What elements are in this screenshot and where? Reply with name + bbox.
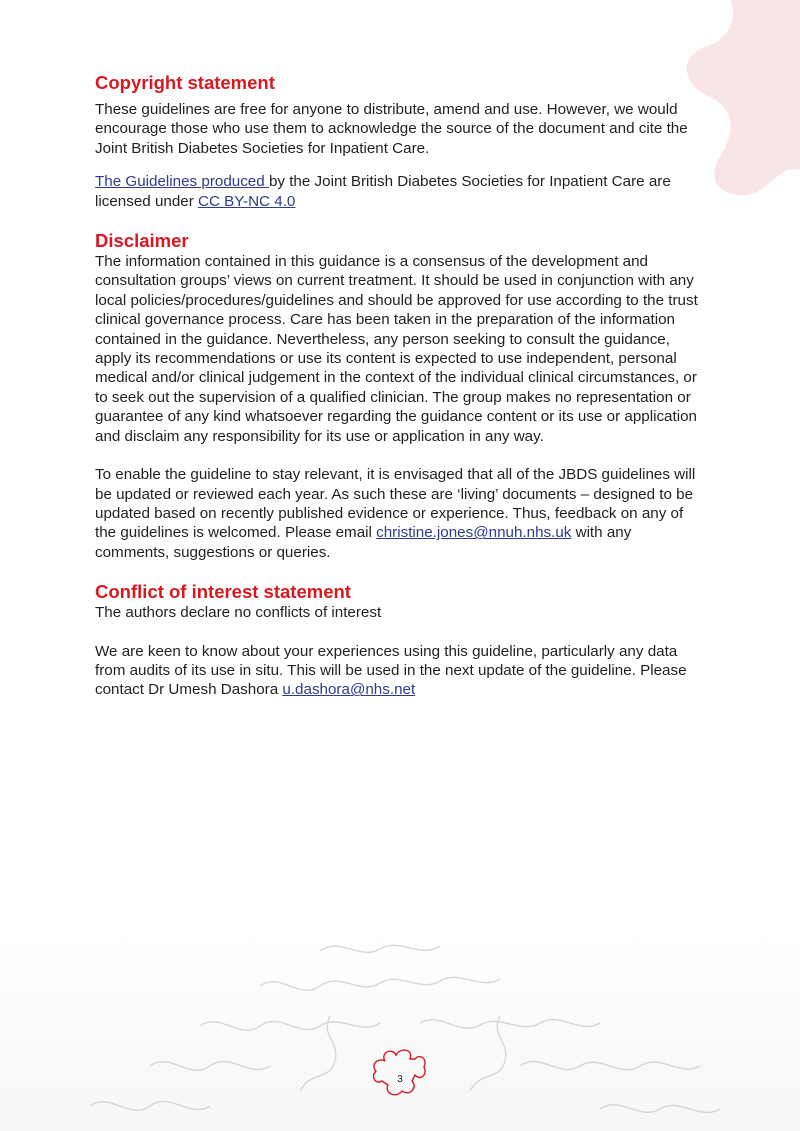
disclaimer-paragraph-2 [95, 465, 707, 562]
conflict-heading: Conflict of interest statement [95, 581, 351, 603]
copyright-body: These guidelines are free for anyone to distribute, amend and use. However, we would encourage those who use them to acknowledge the source of the document and cite the Joint British Diabetes Societies for Inpatient Care. [95, 101, 688, 157]
feedback-text: We are keen to know about your experiences using this guideline, particularly any data from audits of its use in situ. This will be used in the next update of the guideline. Please contact Dr Umesh Dashora [95, 642, 687, 699]
disclaimer-paragraph-2-end: with any comments, suggestions or queries. [95, 524, 632, 561]
main-content [95, 72, 707, 700]
license-middle-text: by the Joint British Diabetes Societies for Inpatient Care are licensed under [95, 173, 671, 210]
license-statement [95, 172, 707, 211]
puzzle-decoration-bottom [0, 931, 800, 1131]
dashora-email-link[interactable]: u.dashora@nhs.net [282, 681, 416, 699]
disclaimer-paragraph-2-text: To enable the guideline to stay relevant, it is envisaged that all of the JBDS guidelines will be updated or reviewed each year. As such these are ‘living’ documents – designed to be updated based on recently published evidence or experience. Thus, feedback on any of the guidelines is welcomed. Please email [95, 466, 696, 542]
disclaimer-paragraph-1: The information contained in this guidance is a consensus of the development and consultation groups’ views on current treatment. It should be used in conjunction with any local policies/procedures/guidelines and should be approved for use according to the trust clinical governance process. Care has been taken in the preparation of the information contained in the guidance. Nevertheless, any person seeking to consult the guidance, apply its recommendations or use its content is expected to use independent, personal medical and/or clinical judgement in the context of the individual clinical circumstances, or to seek out the supervision of a qualified clinician. The group makes no representation or guarantee of any kind whatsoever regarding the guidance content or its use or application and disclaim any responsibility for its use or application in any way. [95, 253, 698, 445]
copyright-heading: Copyright statement [95, 72, 275, 93]
page-number: 3 [397, 1074, 403, 1085]
feedback-paragraph [95, 642, 707, 700]
christine-email-link[interactable]: christine.jones@nnuh.nhs.uk [376, 524, 572, 542]
cc-license-link[interactable]: CC BY-NC 4.0 [198, 192, 296, 210]
guidelines-link[interactable]: The Guidelines produced [95, 173, 269, 191]
disclaimer-heading: Disclaimer [95, 230, 189, 252]
conflict-body: The authors declare no conflicts of interest [95, 604, 382, 622]
